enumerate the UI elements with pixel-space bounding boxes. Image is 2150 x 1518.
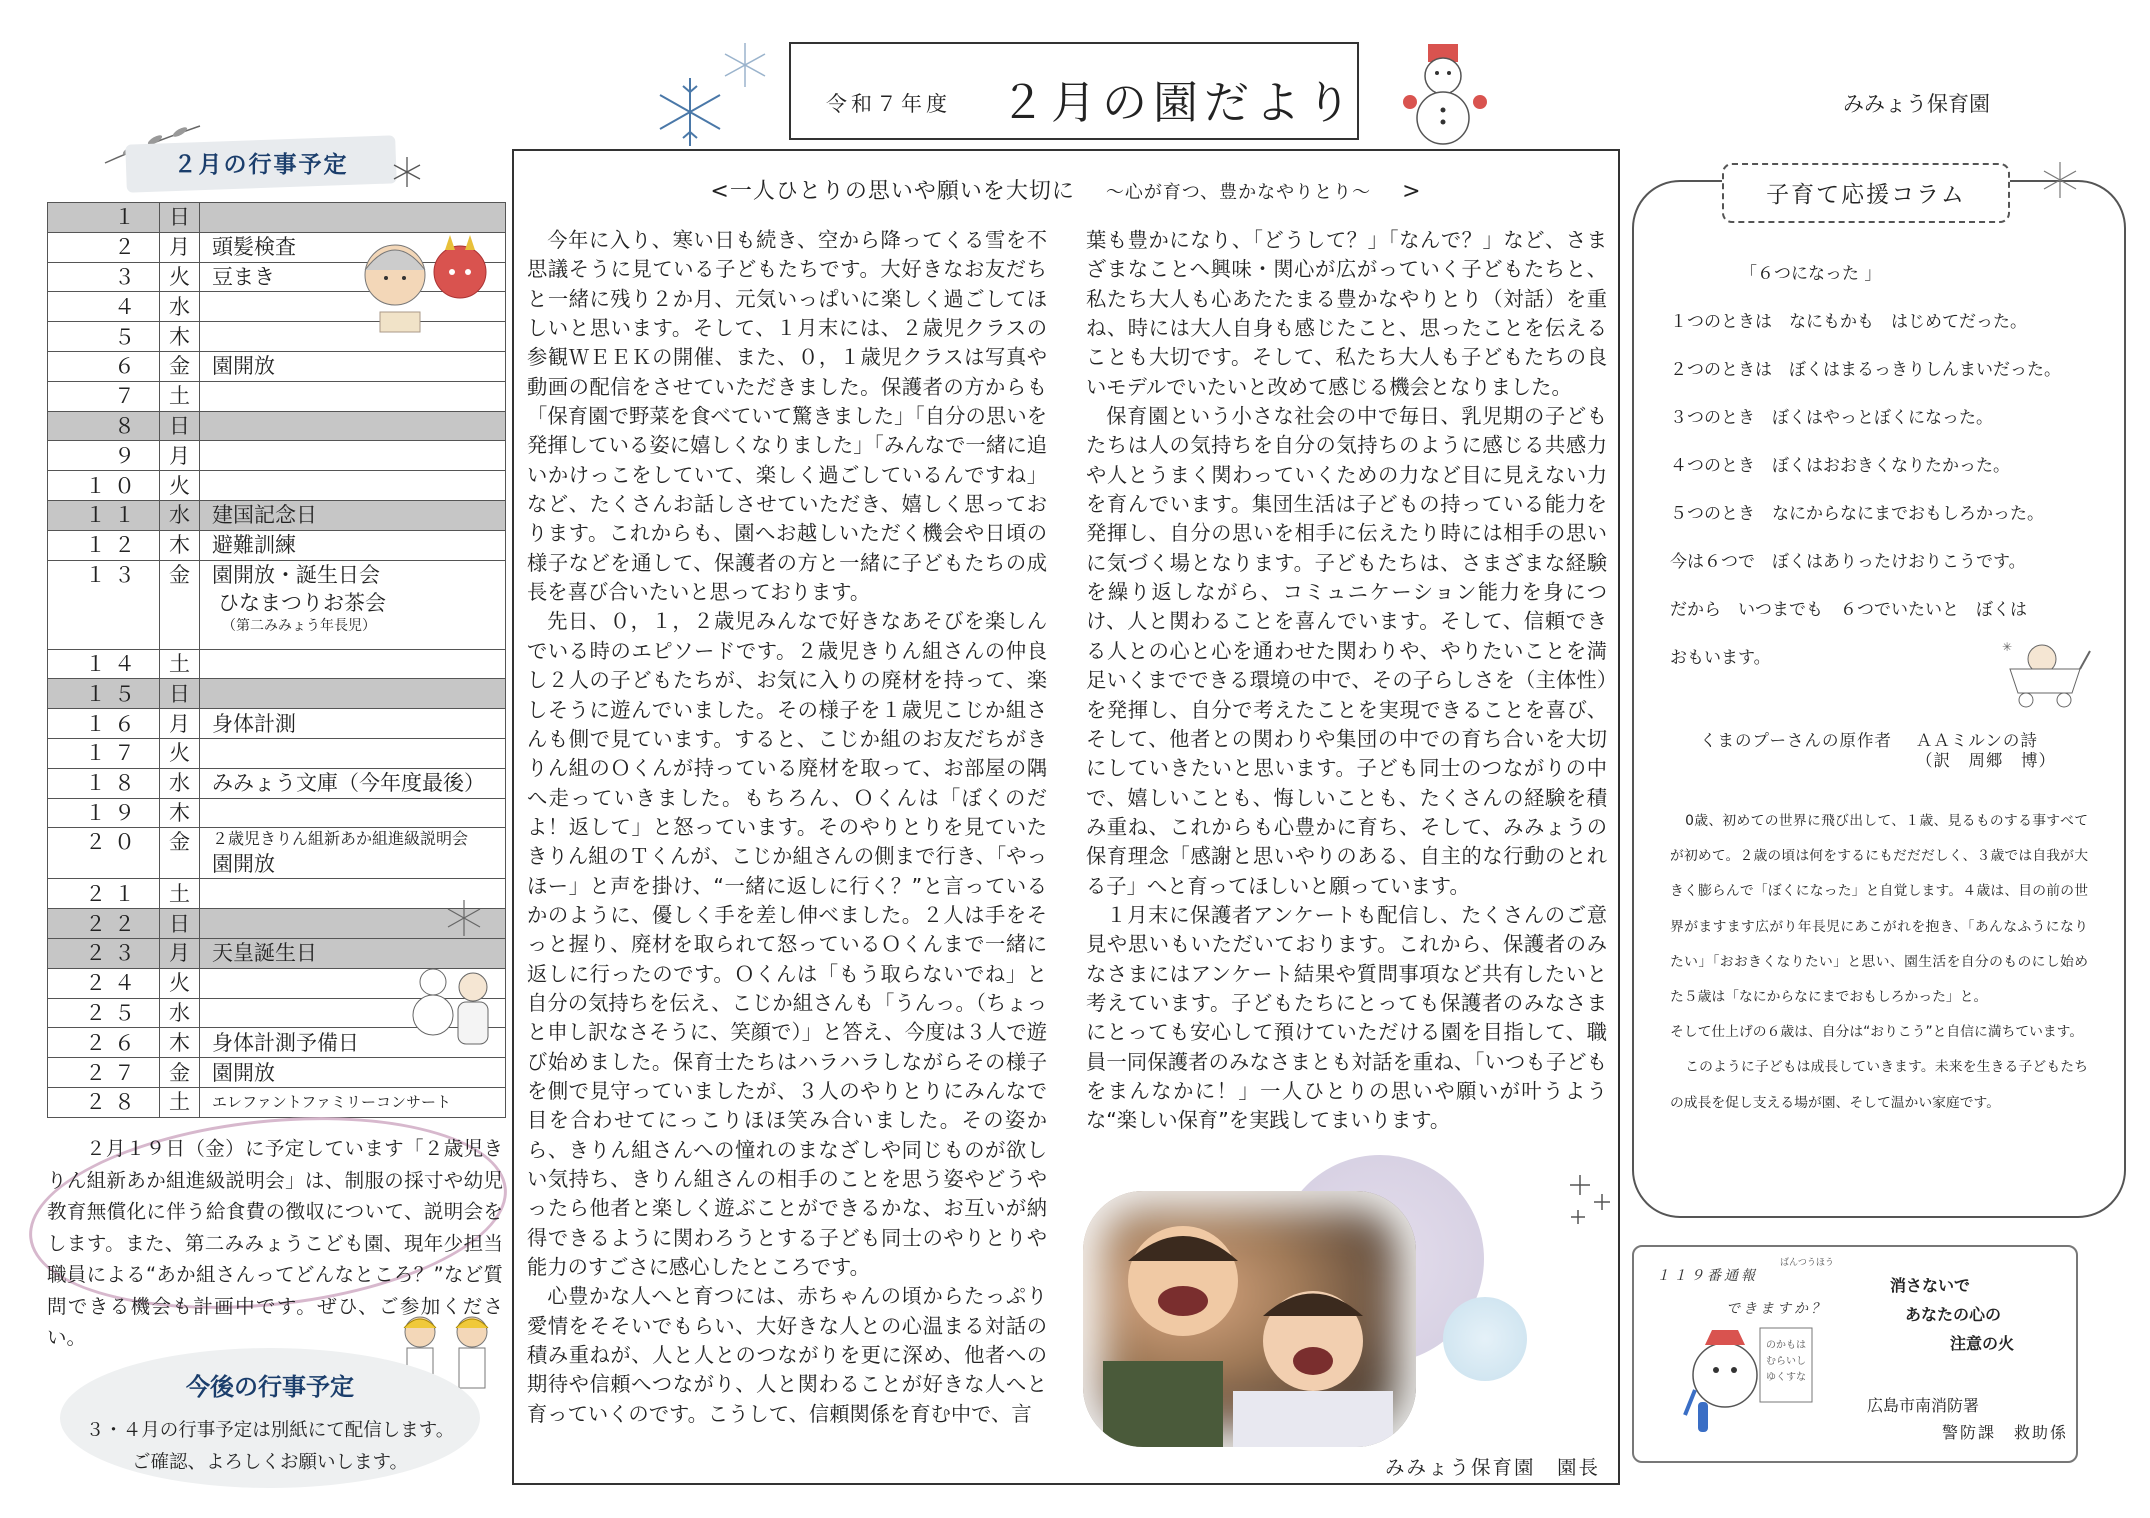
orientation-notice: ２月１９日（金）に予定しています「２歳児きりん組新あか組進級説明会」は、制服の採寸や幼児教育無償化に伴う給食費の徴収について、説明会をします。また、第二みみょうこども園、現年少担当職員による“あか組さんってどんなところ？”など質問できる機会も計画中です。ぜひ、ご参加ください。 <box>47 1137 503 1349</box>
calendar-event-text: ２歳児きりん組新あか組進級説明会 <box>212 829 469 849</box>
calendar-row <box>48 500 506 530</box>
calendar-day: ２０ <box>48 828 160 879</box>
calendar-day: ２２ <box>48 909 160 939</box>
firefighter-mascot-icon <box>1680 1320 1820 1445</box>
calendar-day: ２７ <box>48 1058 160 1088</box>
calendar-event: 身体計測 <box>200 709 506 739</box>
calendar-event-text: 園開放・誕生日会 <box>212 562 380 587</box>
calendar-weekday: 金 <box>160 828 200 879</box>
calendar-weekday: 金 <box>160 351 200 381</box>
calendar-day: ２１ <box>48 879 160 909</box>
children-photo-illustration <box>1083 1191 1416 1447</box>
calendar-weekday: 火 <box>160 968 200 998</box>
calendar-row <box>48 351 506 381</box>
poem-line: ５つのとき なにからなにまでおもしろかった。 <box>1670 504 2044 524</box>
calendar-row <box>48 649 506 679</box>
calendar-day: ４ <box>48 292 160 322</box>
calendar-day: ５ <box>48 322 160 352</box>
calendar-row <box>48 679 506 709</box>
calendar-event: 園開放 <box>200 351 506 381</box>
calendar-day: １９ <box>48 798 160 828</box>
calendar-weekday: 火 <box>160 738 200 768</box>
calendar-weekday: 木 <box>160 322 200 352</box>
calendar-weekday: 金 <box>160 1058 200 1088</box>
fire-slogan-ruby: ばんつうほう <box>1780 1258 1834 1268</box>
poem-translator: （訳 周郷 博） <box>1916 751 2056 770</box>
snowflake-icon <box>444 898 484 938</box>
calendar-weekday: 木 <box>160 530 200 560</box>
sparkle-icon <box>1560 1170 1616 1230</box>
calendar-weekday: 土 <box>160 381 200 411</box>
message-paragraph: 先日、０，１，２歳児みんなで好きなあそびを楽しんでいる時のエピソードです。２歳児きりん組さんの仲良し２人の子どもたちが、お気に入りの廃材を持って、楽しそうに遊んでいました。その様子を１歳児こじか組さんも側で見ています。すると、こじか組のお友だちがきりん組のＯくんが持っている廃材を取って、お部屋の隅へ走っていきました。もちろん、Ｏくんは「ぼくのだよ！返して」と怒っています。そのやりとりを見ていたきりん組のＴくんが、こじか組さんの側まで行き、「やっほー」と声を掛け、“一緒に返しに行く？”と言っているかのように、優しく手を差し伸べました。２人は手をそっと握り、廃材を取られて怒っているＯくんまで一緒に返しに行ったのです。Ｏくんは「もう取らないでね」と自分の気持ちを伝え、こじか組さんも「うんっ。（ちょっと申し訳なさそうに、笑顔で）」と答え、今度は３人で遊び始めました。保育士たちはハラハラしながらその様子を側で見守っていましたが、３人のやりとりにみんなで目を合わせてにっこりほほ笑み合いました。その姿から、きりん組さんへの憧れのまなざしや同じものが欲しい気持ち、きりん組さんの相手のことを思う姿やどうやったら他者と楽しく遊ぶことができるかな、お互いが納得できるように関わろうとする子ども同士のやりとりや能力のすごさに感心したところです。 <box>527 609 1047 1280</box>
poem-author: くまのプーさんの原作者 ＡＡミルンの詩 <box>1700 731 2038 750</box>
calendar-day: ３ <box>48 262 160 292</box>
calendar-day: １５ <box>48 679 160 709</box>
calendar-event <box>200 798 506 828</box>
calendar-event: 建国記念日 <box>200 500 506 530</box>
snowman-icon <box>1390 40 1500 150</box>
commentary-paragraph: そして仕上げの６歳は、自分は“おりこう”と自信に満ちています。 <box>1670 1024 2084 1041</box>
calendar-event <box>200 411 506 441</box>
calendar-weekday: 水 <box>160 998 200 1028</box>
setsubun-oni-icon <box>350 230 500 340</box>
commentary-paragraph: このように子どもは成長していきます。未来を生きる子どもたちの成長を促し支える場が園、そして温かい家庭です。 <box>1670 1059 2088 1111</box>
principal-message-heading <box>512 174 1620 205</box>
message-paragraph: １月末に保護者アンケートも配信し、たくさんのご意見や思いもいただいております。これから、保護者のみなさまにはアンケート結果や質問事項など共有したいと考えています。子どもたちにとっても保護者のみなさまにとっても安心して預けていただける園を目指して、職員一同保護者のみなさまとも対話を重ね、「いつも子どもをまんなかに！」一人ひとりの思いや願いが叶うような“楽しい保育”を実践してまいります。 <box>1086 902 1607 1133</box>
calendar-day: ２５ <box>48 998 160 1028</box>
calendar-weekday: 月 <box>160 709 200 739</box>
calendar-row <box>48 1087 506 1117</box>
calendar-weekday: 金 <box>160 560 200 649</box>
calendar-day: ２３ <box>48 938 160 968</box>
calendar-day: ２８ <box>48 1087 160 1117</box>
calendar-day: ２６ <box>48 1028 160 1058</box>
poem-line: だから いつまでも ６つでいたいと ぼくは <box>1670 600 2027 620</box>
calendar-day: １４ <box>48 649 160 679</box>
calendar-weekday: 土 <box>160 649 200 679</box>
calendar-day: ９ <box>48 441 160 471</box>
heading-close: > <box>1402 179 1422 204</box>
calendar-weekday: 土 <box>160 879 200 909</box>
calendar-weekday: 日 <box>160 679 200 709</box>
calendar-row <box>48 411 506 441</box>
calendar-day: １３ <box>48 560 160 649</box>
fire-slogan-line: １１９番通報 <box>1656 1268 1758 1284</box>
calendar-row <box>48 381 506 411</box>
future-events-title: 今後の行事予定 <box>186 1373 354 1401</box>
calendar-day: ６ <box>48 351 160 381</box>
calendar-row <box>48 530 506 560</box>
calendar-day: ２ <box>48 232 160 262</box>
snowflake-icon <box>2040 160 2080 200</box>
fire-slogan-line: できますか？ <box>1726 1301 1828 1317</box>
children-snowman-icon <box>408 957 498 1055</box>
message-column-right <box>1086 226 1607 1136</box>
calendar-event <box>200 649 506 679</box>
parenting-column-title: 子育て応援コラム <box>1766 182 1966 208</box>
fire-slogan-text: 消さないで <box>1890 1276 1971 1295</box>
page-title: ２月の園だより <box>1000 76 1358 129</box>
calendar-weekday: 月 <box>160 232 200 262</box>
calendar-event-text: ひなまつりお茶会 <box>218 590 386 615</box>
calendar-event: みみょう文庫（今年度最後） <box>200 768 506 798</box>
svg-text:✳: ✳ <box>2002 640 2013 654</box>
calendar-row <box>48 441 506 471</box>
calendar-day: １０ <box>48 471 160 501</box>
calendar-day: １８ <box>48 768 160 798</box>
poem-title: 「６つになった 」 <box>1740 264 1882 284</box>
fire-slogan-text: 注意の火 <box>1950 1334 2015 1353</box>
calendar-day: １１ <box>48 500 160 530</box>
calendar-weekday: 水 <box>160 500 200 530</box>
calendar-row <box>48 879 506 909</box>
poem-line: ４つのとき ぼくはおおきくなりたかった。 <box>1670 456 2010 476</box>
message-paragraph: 保育園という小さな社会の中で毎日、乳児期の子どもたちは人の気持ちを自分の気持ちのように感じる共感力や人とうまく関わっていくための力など目に見えない力を育んでいます。集団生活は子どもの持っている能力を発揮し、自分の思いを相手に伝えたり時には相手の思いに気づく場となります。子どもたちは、さまざまな経験を繰り返しながら、コミュニケーション能力を身につけ、人と関わることを喜んでいます。そして、信頼できる人との心と心を通わせた関わりや、やりたいことを満足いくまでできる環境の中で、その子らしさを（主体性）を発揮し、自分で考えたことを実現できることを喜び、そして、他者との関わりや集団の中での育ち合いを大切にしていきたいと思います。子ども同士のつながりの中で、嬉しいことも、悔しいことも、たくさんの経験を積み重ね、これからも心豊かに育ち、そして、みみょうの保育理念「感謝と思いやりのある、自主的な行動のとれる子」へと育ってほしいと願っています。 <box>1086 404 1607 898</box>
calendar-day: ２４ <box>48 968 160 998</box>
calendar-weekday: 月 <box>160 938 200 968</box>
calendar-event: エレファントファミリーコンサート <box>200 1087 506 1117</box>
fire-department-section: 警防課 救助係 <box>1942 1423 2069 1442</box>
calendar-event-note: （第二みみょう年長児） <box>222 617 376 634</box>
calendar-event: 園開放 <box>200 1058 506 1088</box>
poem-line: １つのときは なにもかも はじめてだった。 <box>1670 312 2027 332</box>
calendar-weekday: 水 <box>160 768 200 798</box>
calendar-weekday: 木 <box>160 1028 200 1058</box>
calendar-row <box>48 828 506 879</box>
future-events-line: ３・４月の行事予定は別紙にて配信します。 <box>85 1420 455 1441</box>
calendar-row <box>48 798 506 828</box>
poem-line: ３つのとき ぼくはやっとぼくになった。 <box>1670 408 1993 428</box>
poem-line: おもいます。 <box>1670 648 1771 668</box>
calendar-day: １２ <box>48 530 160 560</box>
calendar-event: 頭髪検査 <box>200 232 506 262</box>
calendar-weekday: 火 <box>160 471 200 501</box>
snowflake-icon <box>390 155 424 189</box>
calendar-event: 豆まき <box>200 262 506 292</box>
calendar-row <box>48 560 506 649</box>
calendar-weekday: 日 <box>160 203 200 233</box>
calendar-weekday: 日 <box>160 411 200 441</box>
message-paragraph: 心豊かな人へと育つには、赤ちゃんの頃からたっぷり愛情をそそいでもらい、大好きな人との心温まる対話の積み重ねが、人と人とのつながりを更に深め、他者への期待や信頼へつながり、人と関わることが好きな人へと育っていくのです。こうして、信頼関係を育む中で、言 <box>527 1284 1047 1426</box>
poem-line: 今は６つで ぼくはありったけおりこうです。 <box>1670 552 2026 572</box>
calendar-row <box>48 1058 506 1088</box>
svg-text:むらいし: むらいし <box>1766 1356 1806 1367</box>
baby-in-stroller-icon <box>1998 637 2094 709</box>
svg-text:ゆくすな: ゆくすな <box>1766 1372 1806 1383</box>
calendar-weekday: 水 <box>160 292 200 322</box>
calendar-event <box>200 441 506 471</box>
children-photo <box>1083 1191 1416 1447</box>
calendar-event <box>200 381 506 411</box>
calendar-row <box>48 471 506 501</box>
calendar-event: 天皇誕生日 <box>200 938 506 968</box>
message-paragraph-continued: 葉も豊かになり、「どうして？」「なんで？」など、さまざまなことへ興味・関心が広がっていく子どもたちと、私たち大人も心あたたまる豊かなやりとり（対話）を重ね、時には大人自身も感じたこと、思ったことを伝えることも大切です。そして、私たち大人も子どもたちの良いモデルでいたいと改めて感じる機会となりました。 <box>1086 228 1607 399</box>
calendar-event <box>200 203 506 233</box>
snowflake-icon <box>720 40 770 90</box>
fire-slogan-text: あなたの心の <box>1905 1305 2002 1324</box>
calendar-heading: ２月の行事予定 <box>173 152 349 178</box>
message-column-left <box>527 226 1047 1429</box>
fire-department-name: 広島市南消防署 <box>1867 1396 1980 1415</box>
svg-text:のかもは: のかもは <box>1766 1340 1806 1351</box>
decorative-circle <box>1443 1297 1527 1381</box>
calendar-event-text: 園開放 <box>212 852 275 877</box>
calendar-weekday: 土 <box>160 1087 200 1117</box>
organization-name: みみょう保育園 <box>1843 92 1990 116</box>
calendar-weekday: 火 <box>160 262 200 292</box>
calendar-event <box>200 738 506 768</box>
calendar-row <box>48 709 506 739</box>
message-paragraph: 今年に入り、寒い日も続き、空から降ってくる雪を不思議そうに見ている子どもたちです。大好きなお友だちと一緒に残り２か月、元気いっぱいに楽しく過ごしてほしいと思います。そして、１月末には、２歳児クラスの参観ＷＥＥＫの開催、また、０，１歳児クラスは写真や動画の配信をさせていただきました。保護者の方からも「保育園で野菜を食べていて驚きました」「自分の思いを発揮している姿に嬉しくなりました」「みんなで一緒に追いかけっこをしていて、楽しく過ごしているんですね」など、たくさんお話しさせていただき、嬉しく思っております。これからも、園へお越しいただく機会や日頃の様子などを通して、保護者の方と一緒に子どもたちの成長を喜び合いたいと思っております。 <box>527 228 1047 605</box>
calendar-day: ７ <box>48 381 160 411</box>
future-events-text <box>60 1415 480 1479</box>
calendar-event: 避難訓練 <box>200 530 506 560</box>
calendar-event <box>200 471 506 501</box>
calendar-weekday: 月 <box>160 441 200 471</box>
calendar-row <box>48 768 506 798</box>
calendar-day: １７ <box>48 738 160 768</box>
principal-signature: みみょう保育園 園長 <box>1385 1456 1601 1479</box>
commentary-paragraph: 0歳、初めての世界に飛び出して、１歳、見るものする事すべてが初めて。２歳の頃は何をするにもだだだしく、３歳では自我が大きく膨らんで「ぼくになった」と自覚します。４歳は、目の前の世界がますます広がり年長児にあこがれを抱き、「あんなふうになりたい」「おおきくなりたい」と思い、園生活を自分のものにし始めた５歳は「なにからなにまでおもしろかった」と。 <box>1670 813 2088 1006</box>
poem-line: ２つのときは ぼくはまるっきりしんまいだった。 <box>1670 360 2061 380</box>
calendar-row <box>48 738 506 768</box>
calendar-event <box>200 560 506 649</box>
calendar-row <box>48 909 506 939</box>
calendar-weekday: 日 <box>160 909 200 939</box>
fiscal-year-label: 令和７年度 <box>826 92 951 116</box>
calendar-weekday: 木 <box>160 798 200 828</box>
calendar-row <box>48 203 506 233</box>
calendar-event <box>200 679 506 709</box>
column-commentary <box>1670 804 2088 1121</box>
calendar-day: １６ <box>48 709 160 739</box>
future-events-line: ご確認、よろしくお願いします。 <box>131 1452 409 1473</box>
heading-main: <一人ひとりの思いや願いを大切に <box>710 179 1075 204</box>
calendar-day: ８ <box>48 411 160 441</box>
snowflake-icon <box>650 72 730 152</box>
heading-sub: ～心が育つ、豊かなやりとり～ <box>1105 182 1372 203</box>
calendar-day: １ <box>48 203 160 233</box>
calendar-event: 身体計測予備日 <box>200 1028 506 1058</box>
calendar-event <box>200 828 506 879</box>
